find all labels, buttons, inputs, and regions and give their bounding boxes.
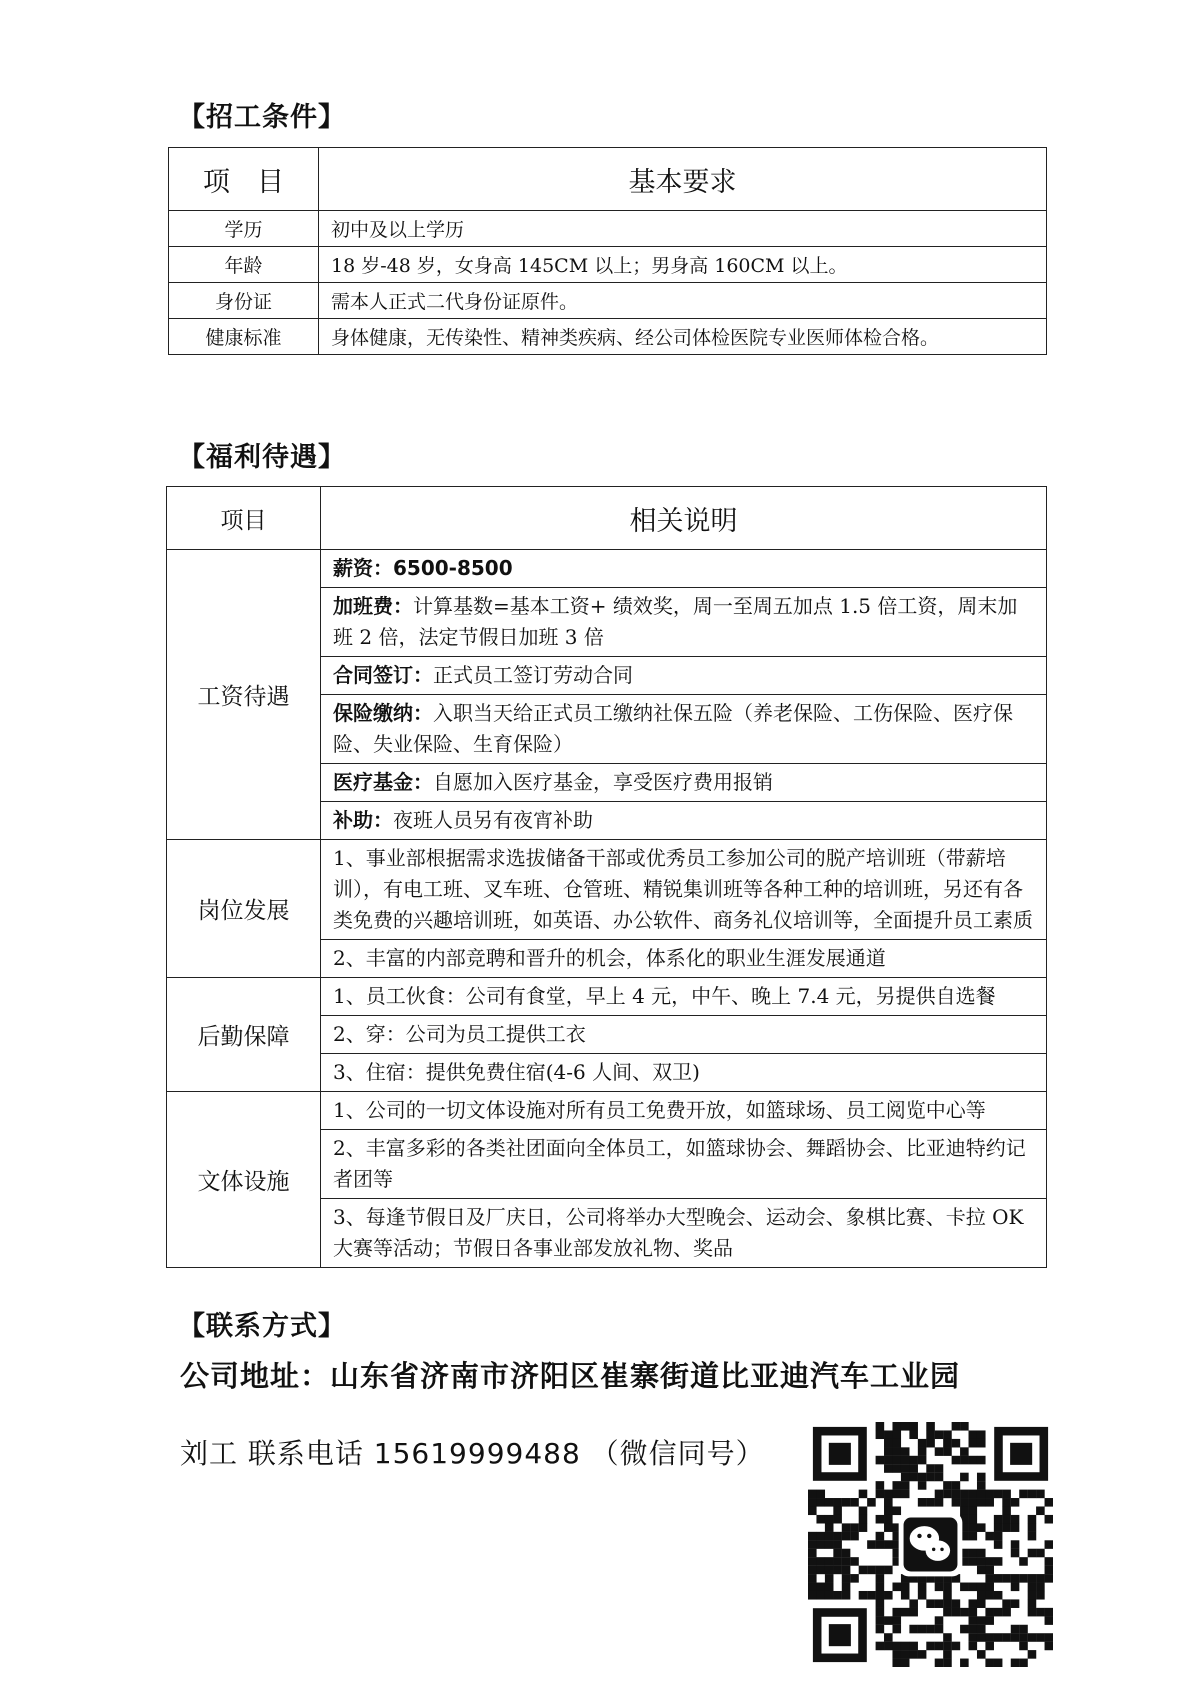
row-label: 年龄: [169, 247, 319, 283]
contract-text: 正式员工签订劳动合同: [433, 663, 633, 687]
table-row: [169, 283, 1047, 319]
row-label: 学历: [169, 211, 319, 247]
row-value: 身体健康，无传染性、精神类疾病、经公司体检医院专业医师体检合格。: [319, 319, 1047, 355]
recruit-table: [168, 147, 1047, 355]
contact-phone: 刘工 联系电话 15619999488 （微信同号）: [180, 1437, 765, 1470]
table-header-row: [167, 487, 1047, 550]
category-salary: 工资待遇: [167, 550, 321, 840]
overtime-text: 计算基数=基本工资+ 绩效奖，周一至周五加点 1.5 倍工资，周末加班 2 倍，法定节假日加班 3 倍: [333, 594, 1018, 649]
recreation-item: 1、公司的一切文体设施对所有员工免费开放，如篮球场、员工阅览中心等: [321, 1092, 1047, 1130]
row-label: 健康标准: [169, 319, 319, 355]
header-description: 相关说明: [321, 487, 1047, 550]
insurance-label: 保险缴纳：: [333, 701, 433, 725]
overtime-label: 加班费：: [333, 594, 413, 618]
table-row: [169, 319, 1047, 355]
recreation-item: 2、丰富多彩的各类社团面向全体员工，如篮球协会、舞蹈协会、比亚迪特约记者团等: [321, 1130, 1047, 1199]
salary-label: 薪资：6500-8500: [333, 556, 513, 580]
row-value: 初中及以上学历: [319, 211, 1047, 247]
table-row: [167, 1092, 1047, 1130]
header-requirement: 基本要求: [319, 148, 1047, 211]
wechat-logo-icon: [899, 1513, 963, 1577]
contact-title: 【联系方式】: [178, 1311, 346, 1342]
row-value: 18 岁-48 岁，女身高 145CM 以上；男身高 160CM 以上。: [319, 247, 1047, 283]
row-label: 身份证: [169, 283, 319, 319]
header-item: 项目: [167, 487, 321, 550]
medical-fund-label: 医疗基金：: [333, 770, 433, 794]
medical-fund-row: [321, 764, 1047, 802]
subsidy-row: [321, 802, 1047, 840]
table-row: [167, 978, 1047, 1016]
row-value: 需本人正式二代身份证原件。: [319, 283, 1047, 319]
wechat-qr-code: [808, 1422, 1053, 1667]
header-item: 项 目: [169, 148, 319, 211]
welfare-title: 【福利待遇】: [178, 442, 346, 473]
logistics-item: 1、员工伙食：公司有食堂，早上 4 元，中午、晚上 7.4 元，另提供自选餐: [321, 978, 1047, 1016]
career-item: 2、丰富的内部竞聘和晋升的机会，体系化的职业生涯发展通道: [321, 940, 1047, 978]
category-recreation: 文体设施: [167, 1092, 321, 1268]
medical-fund-text: 自愿加入医疗基金，享受医疗费用报销: [433, 770, 773, 794]
insurance-row: [321, 695, 1047, 764]
contract-label: 合同签订：: [333, 663, 433, 687]
qr-finder-top-left: [813, 1427, 867, 1481]
logistics-item: 2、穿：公司为员工提供工衣: [321, 1016, 1047, 1054]
contract-row: [321, 657, 1047, 695]
table-row: [169, 247, 1047, 283]
recreation-item: 3、每逢节假日及厂庆日，公司将举办大型晚会、运动会、象棋比赛、卡拉 OK 大赛等活动；节假日各事业部发放礼物、奖品: [321, 1199, 1047, 1268]
career-item: 1、事业部根据需求选拔储备干部或优秀员工参加公司的脱产培训班（带薪培训），有电工班、叉车班、仓管班、精锐集训班等各种工种的培训班，另还有各类免费的兴趣培训班，如英语、办公软件、商务礼仪培训等，全面提升员工素质: [321, 840, 1047, 940]
qr-finder-top-right: [994, 1427, 1048, 1481]
company-address: 公司地址：山东省济南市济阳区崔寨街道比亚迪汽车工业园: [180, 1359, 961, 1393]
overtime-row: [321, 588, 1047, 657]
qr-finder-bottom-left: [813, 1608, 867, 1662]
table-header-row: [169, 148, 1047, 211]
category-logistics: 后勤保障: [167, 978, 321, 1092]
salary-row: [321, 550, 1047, 588]
subsidy-text: 夜班人员另有夜宵补助: [393, 808, 593, 832]
welfare-table: [166, 486, 1047, 1268]
logistics-item: 3、住宿：提供免费住宿(4-6 人间、双卫): [321, 1054, 1047, 1092]
category-career: 岗位发展: [167, 840, 321, 978]
subsidy-label: 补助：: [333, 808, 393, 832]
table-row: [169, 211, 1047, 247]
recruit-title: 【招工条件】: [178, 102, 346, 133]
table-row: [167, 840, 1047, 940]
table-row: [167, 550, 1047, 588]
insurance-text: 入职当天给正式员工缴纳社保五险（养老保险、工伤保险、医疗保险、失业保险、生育保险）: [333, 701, 1013, 756]
